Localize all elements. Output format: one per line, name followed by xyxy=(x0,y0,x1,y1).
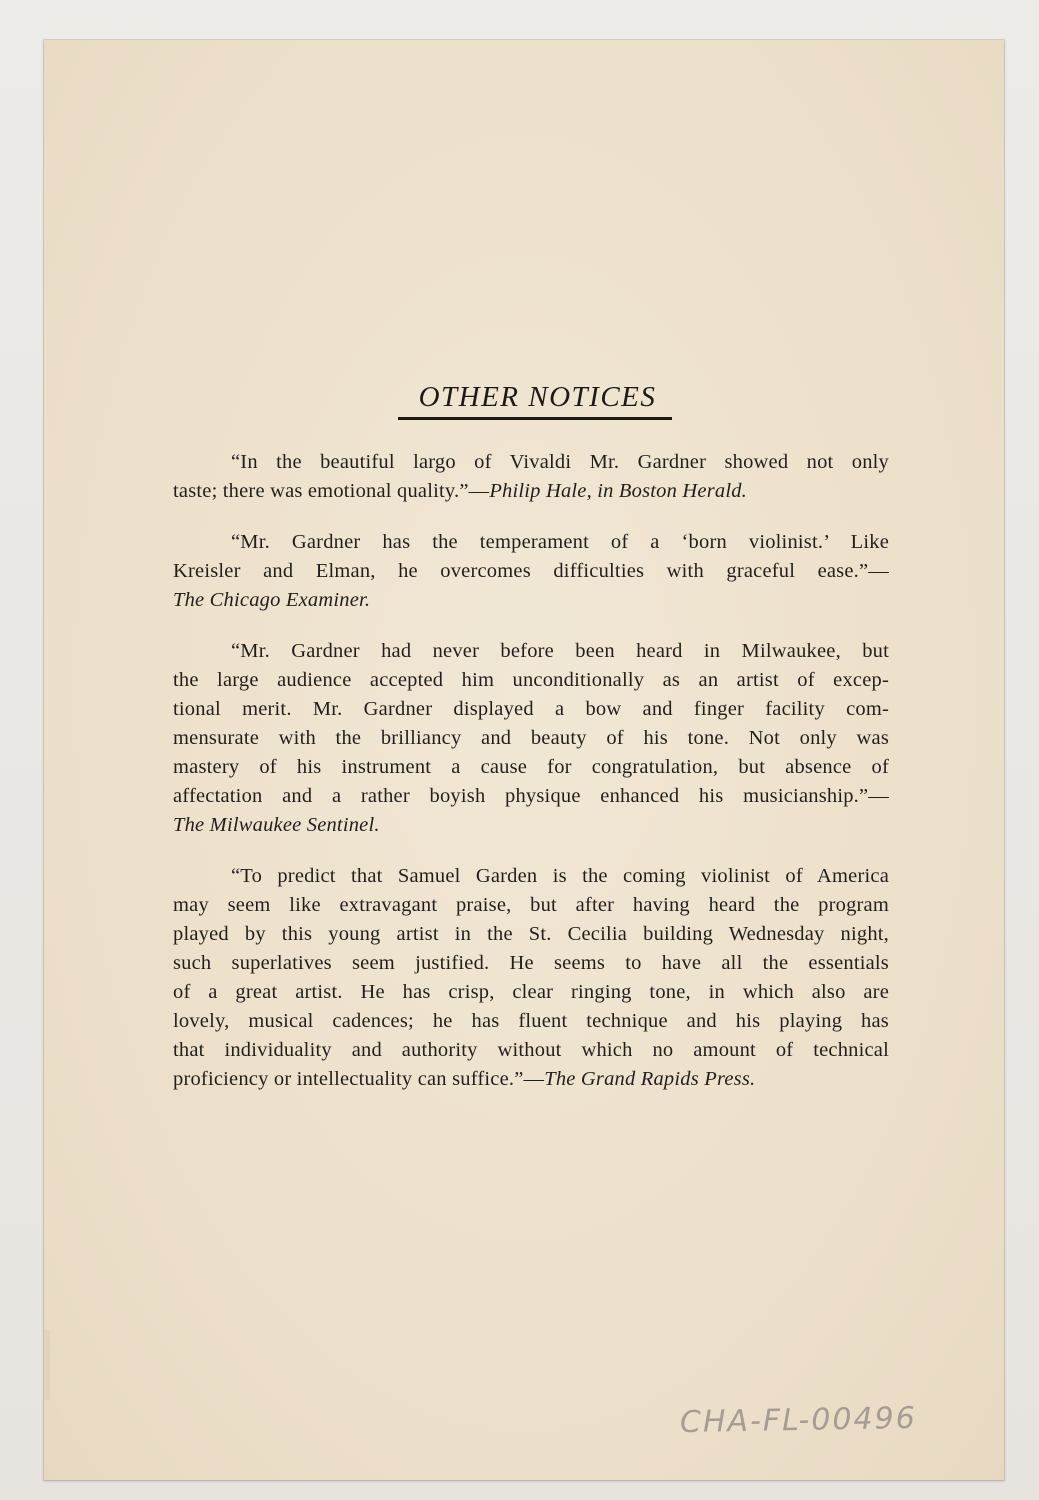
notice-line: tional merit. Mr. Gardner displayed a bow and finger facility com- xyxy=(173,698,889,720)
notice-line: affectation and a rather boyish physique enhanced his musicianship.”— xyxy=(173,785,889,807)
notice-line-text: taste; there was emotional quality.”— xyxy=(173,480,490,502)
notice-source: The Milwaukee Sentinel. xyxy=(173,814,380,836)
notice-line: lovely, musical cadences; he has fluent technique and his playing has xyxy=(173,1010,889,1032)
notice-line: mastery of his instrument a cause for congratulation, but absence of xyxy=(173,756,889,778)
sheet-edge-wear xyxy=(44,1330,50,1400)
notice-line: may seem like extravagant praise, but after having heard the program xyxy=(173,894,889,916)
notice-source: Philip Hale, in Boston Herald. xyxy=(489,480,748,502)
notice-milwaukee-sentinel xyxy=(173,637,889,840)
handwritten-catalog-number: CHA-FL-00496 xyxy=(679,1400,918,1441)
notice-source: The Chicago Examiner. xyxy=(173,589,371,611)
notice-line-with-source xyxy=(173,1065,889,1094)
notice-chicago-examiner xyxy=(173,528,889,615)
notice-line: that individuality and authority without which no amount of technical xyxy=(173,1039,889,1061)
notice-line: “In the beautiful largo of Vivaldi Mr. Gardner showed not only xyxy=(231,451,889,473)
notice-line: “Mr. Gardner had never before been heard in Milwaukee, but xyxy=(231,640,889,662)
notice-line: mensurate with the brilliancy and beauty of his tone. Not only was xyxy=(173,727,889,749)
page-title: OTHER NOTICES xyxy=(418,381,657,413)
notice-boston-herald xyxy=(173,448,889,506)
notice-line-with-source xyxy=(173,477,889,506)
notices-body xyxy=(173,448,889,1116)
notice-line: played by this young artist in the St. Cecilia building Wednesday night, xyxy=(173,923,889,945)
notice-line: of a great artist. He has crisp, clear ringing tone, in which also are xyxy=(173,981,889,1003)
notice-source: The Grand Rapids Press. xyxy=(544,1068,756,1090)
notice-grand-rapids-press xyxy=(173,862,889,1094)
notice-line: “To predict that Samuel Garden is the coming violinist of America xyxy=(231,865,889,887)
notice-line: “Mr. Gardner has the temperament of a ‘born violinist.’ Like xyxy=(231,531,889,553)
notice-line: such superlatives seem justified. He seems to have all the essentials xyxy=(173,952,889,974)
notice-line-text: proficiency or intellectuality can suffice.”— xyxy=(173,1068,545,1090)
notice-line: Kreisler and Elman, he overcomes difficulties with graceful ease.”— xyxy=(173,560,889,582)
title-underline xyxy=(398,417,672,420)
notice-line: the large audience accepted him unconditionally as an artist of excep- xyxy=(173,669,889,691)
